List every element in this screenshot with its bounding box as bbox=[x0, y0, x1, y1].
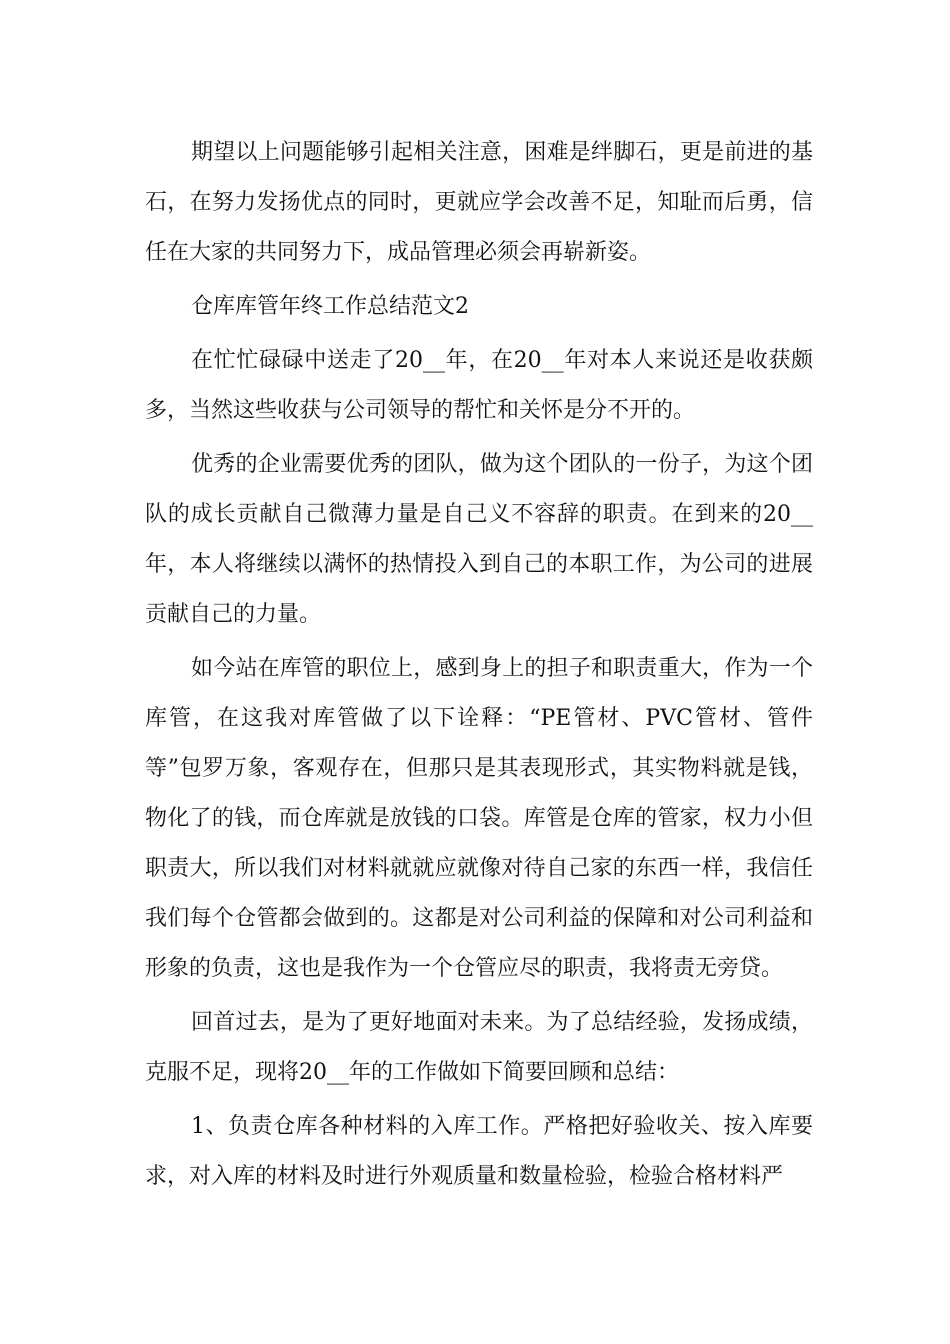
paragraph-closing-remarks: 期望以上问题能够引起相关注意，困难是绊脚石，更是前进的基石，在努力发扬优点的同时，更就应学会改善不足，知耻而后勇，信任在大家的共同努力下，成品管理必须会再崭新姿。 bbox=[145, 140, 813, 265]
paragraph-item-1: 1、负责仓库各种材料的入库工作。严格把好验收关、按入库要求，对入库的材料及时进行外观质量和数量检验，检验合格材料严 bbox=[145, 1114, 813, 1189]
section-heading: 仓库库管年终工作总结范文2 bbox=[191, 294, 469, 319]
document-body bbox=[145, 128, 813, 1206]
paragraph-intro: 在忙忙碌碌中送走了20__年，在20__年对本人来说还是收获颇多，当然这些收获与公司领导的帮忙和关怀是分不开的。 bbox=[145, 348, 813, 423]
paragraph-role: 如今站在库管的职位上，感到身上的担子和职责重大，作为一个库管，在这我对库管做了以下诠释：“PE管材、PVC管材、管件等”包罗万象，客观存在，但那只是其表现形式，其实物料就是钱，物化了的钱，而仓库就是放钱的口袋。库管是仓库的管家，权力小但职责大，所以我们对材料就就应就像对待自己家的东西一样，我信任我们每个仓管都会做到的。这都是对公司利益的保障和对公司利益和形象的负责，这也是我作为一个仓管应尽的职责，我将责无旁贷。 bbox=[145, 656, 813, 981]
paragraph-team: 优秀的企业需要优秀的团队，做为这个团队的一份子，为这个团队的成长贡献自己微薄力量是自己义不容辞的职责。在到来的20__年，本人将继续以满怀的热情投入到自己的本职工作，为公司的进展贡献自己的力量。 bbox=[145, 452, 813, 627]
paragraph-review: 回首过去，是为了更好地面对未来。为了总结经验，发扬成绩，克服不足，现将20__年的工作做如下简要回顾和总结： bbox=[145, 1010, 813, 1085]
